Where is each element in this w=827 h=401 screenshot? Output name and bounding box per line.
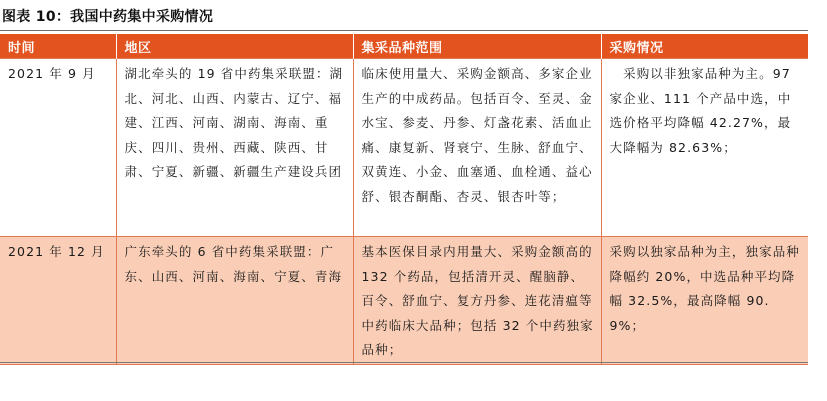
cell-status: 采购以非独家品种为主。97 家企业、111 个产品中选，中选价格平均降幅 42.27%，最大降幅为 82.63%； — [601, 59, 808, 237]
cell-region: 湖北牵头的 19 省中药集采联盟：湖北、河北、山西、内蒙古、辽宁、福建、江西、河南、湖南、海南、重庆、四川、贵州、西藏、陕西、甘肃、宁夏、新疆、新疆生产建设兵团 — [116, 59, 353, 237]
procurement-table — [0, 34, 808, 365]
figure-title: 图表 10：我国中药集中采购情况 — [2, 9, 214, 25]
cell-scope: 临床使用量大、采购金额高、多家企业生产的中成药品。包括百令、至灵、金水宝、参麦、丹参、灯盏花素、活血止痛、康复新、肾衰宁、生脉、舒血宁、双黄连、小金、血塞通、血栓通、益心舒、银杏酮酯、杏灵、银杏叶等； — [353, 59, 601, 237]
table-row — [0, 59, 808, 237]
title-divider — [0, 30, 808, 31]
cell-time: 2021 年 9 月 — [0, 59, 116, 237]
cell-status: 采购以独家品种为主，独家品种降幅约 20%，中选品种平均降幅 32.5%，最高降幅 90.9%； — [601, 237, 808, 365]
bottom-divider — [0, 362, 808, 363]
cell-time: 2021 年 12 月 — [0, 237, 116, 365]
cell-scope: 基本医保目录内用量大、采购金额高的 132 个药品，包括清开灵、醒脑静、百令、舒血宁、复方丹参、连花清瘟等中药临床大品种；包括 32 个中药独家品种； — [353, 237, 601, 365]
header-time: 时间 — [0, 34, 116, 59]
header-scope: 集采品种范围 — [353, 34, 601, 59]
cell-region: 广东牵头的 6 省中药集采联盟：广东、山西、河南、海南、宁夏、青海 — [116, 237, 353, 365]
header-status: 采购情况 — [601, 34, 808, 59]
table-row — [0, 237, 808, 365]
table-header-row — [0, 34, 808, 59]
header-region: 地区 — [116, 34, 353, 59]
